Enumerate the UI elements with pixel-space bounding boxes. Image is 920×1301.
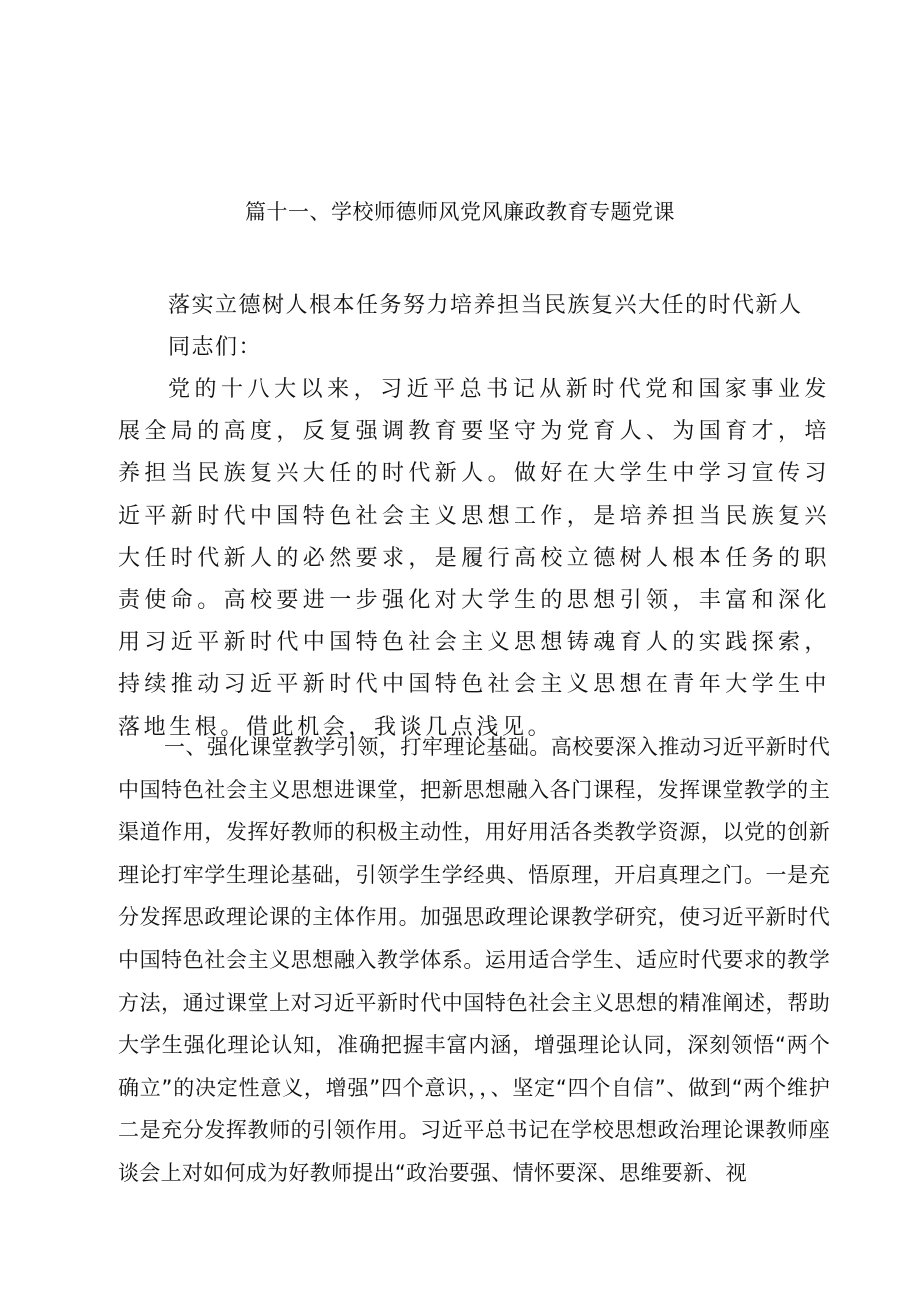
body-paragraph-intro: 党的十八大以来，习近平总书记从新时代党和国家事业发展全局的高度，反复强调教育要坚守为党育人、为国育才，培养担当民族复兴大任的时代新人。做好在大学生中学习宣传习近平新时代中国特色社会主义思想工作，是培养担当民族复兴大任时代新人的必然要求，是履行高校立德树人根本任务的职责使命。高校要进一步强化对大学生的思想引领，丰富和深化用习近平新时代中国特色社会主义思想铸魂育人的实践探索，持续推动习近平新时代中国特色社会主义思想在青年大学生中落地生根。借此机会，我谈几点浅见。	[118, 377, 830, 740]
body-paragraph-section-one: 一、强化课堂教学引领，打牢理论基础。高校要深入推动习近平新时代中国特色社会主义思想进课堂，把新思想融入各门课程，发挥课堂教学的主渠道作用，发挥好教师的积极主动性，用好用活各类教学资源，以党的创新理论打牢学生理论基础，引领学生学经典、悟原理，开启真理之门。一是充分发挥思政理论课的主体作用。加强思政理论课教学研究，使习近平新时代中国特色社会主义思想融入教学体系。运用适合学生、适应时代要求的教学方法，通过课堂上对习近平新时代中国特色社会主义思想的精准阐述，帮助大学生强化理论认知，准确把握丰富内涵，增强理论认同，深刻领悟“两个确立”的决定性意义，增强”四个意识，，、坚定“四个自信”、做到“两个维护二是充分发挥教师的引领作用。习近平总书记在学校思想政治理论课教师座谈会上对如何成为好教师提出“政治要强、情怀要深、思维要新、视	[118, 735, 830, 1185]
speech-greeting: 同志们：	[168, 335, 263, 360]
speech-subtitle: 落实立德树人根本任务努力培养担当民族复兴大任的时代新人	[168, 293, 803, 318]
document-title: 篇十一、学校师德师风党风廉政教育专题党课	[245, 200, 675, 224]
